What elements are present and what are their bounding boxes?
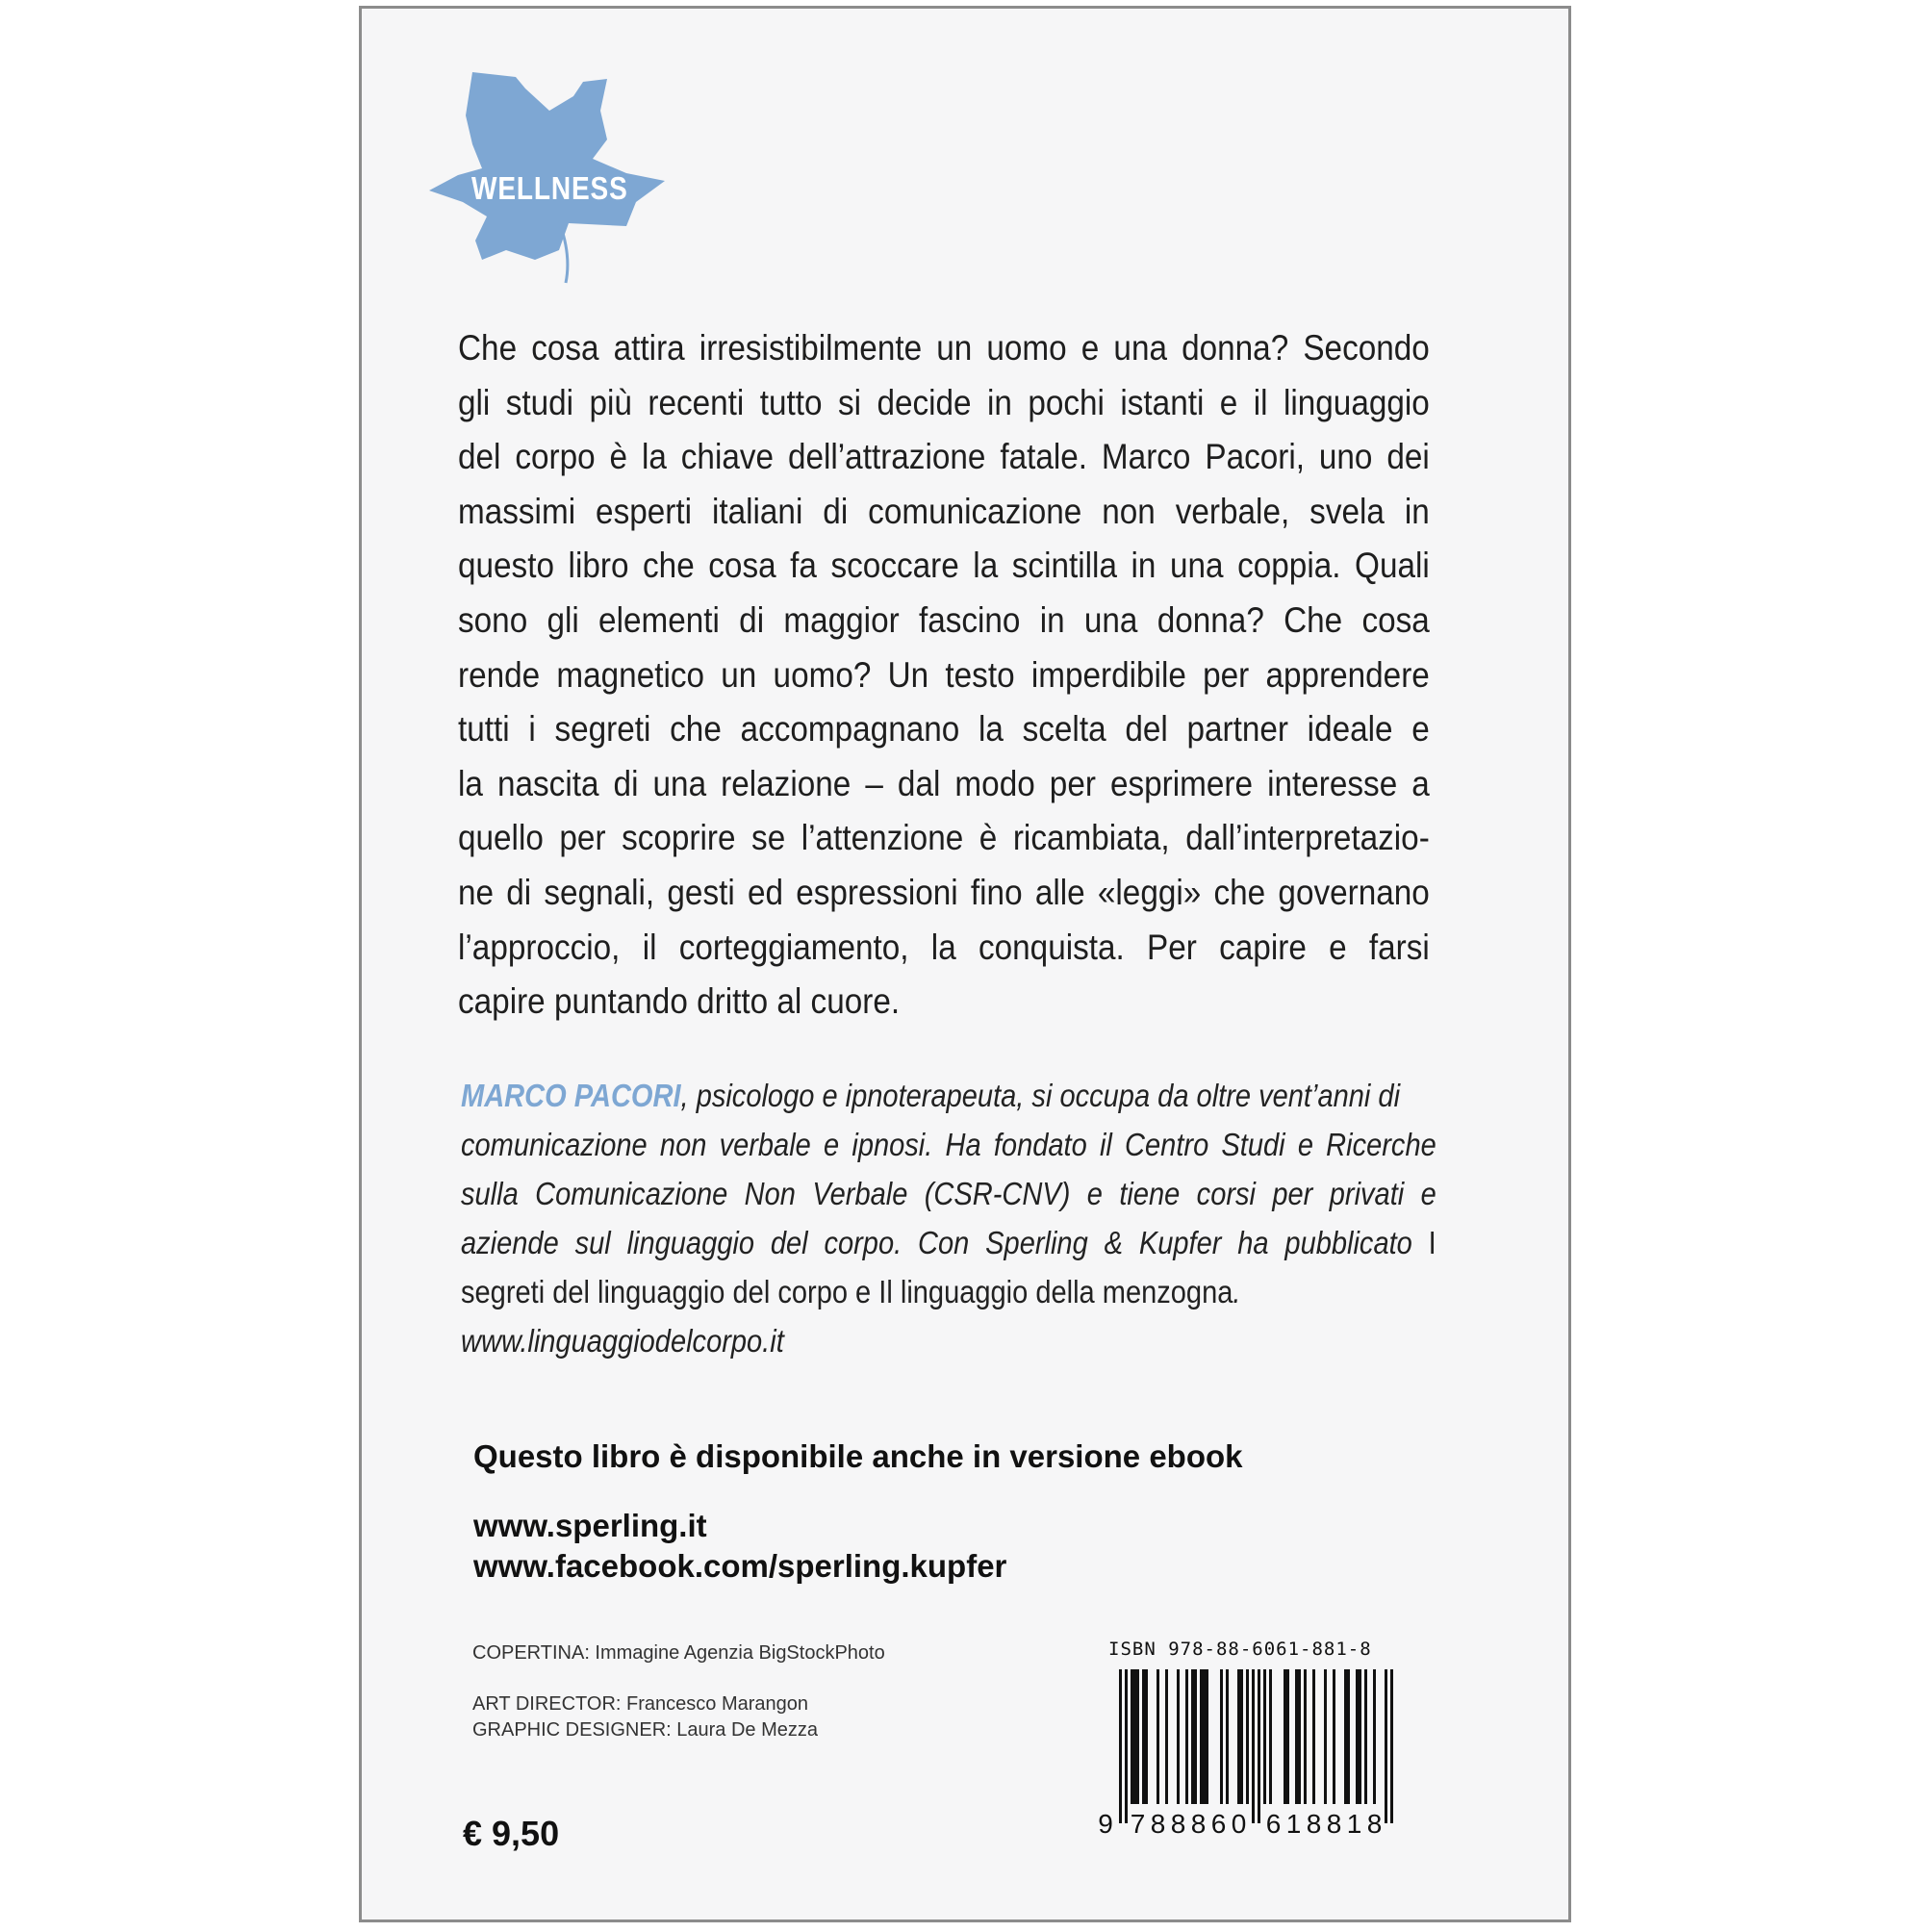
barcode-bar [1269,1669,1272,1804]
barcode-bar [1133,1669,1136,1804]
barcode-bar [1364,1669,1367,1804]
barcode-bar [1304,1669,1307,1804]
barcode-digit: 9 [1098,1809,1113,1839]
blurb-line: capire puntando dritto al cuore. [458,981,901,1022]
bio-period: . [1233,1274,1241,1309]
barcode-bar [1131,1669,1133,1804]
barcode-bar [1359,1669,1361,1804]
blurb-line: rende magnetico un uomo? Un testo imperdibile per apprendere [458,654,1430,695]
wellness-label: WELLNESS [471,170,628,206]
barcode-digit: 6 [1265,1809,1282,1839]
barcode-bar [1206,1669,1208,1804]
barcode-bar [1145,1669,1148,1804]
barcode-bar [1220,1669,1223,1804]
barcode-bar [1258,1669,1260,1823]
bio-line: sulla Comunicazione Non Verbale (CSR-CNV) e tiene corsi per privati e [461,1176,1436,1211]
cover-credit: COPERTINA: Immagine Agenzia BigStockPhoto [472,1642,885,1664]
barcode-bar [1333,1669,1335,1804]
barcode-bar [1200,1669,1203,1804]
barcode-bar [1165,1669,1168,1804]
barcode-digit: 7 [1130,1809,1146,1839]
barcode-bar [1252,1669,1255,1823]
barcode-bar [1284,1669,1286,1804]
author-website-link[interactable]: www.linguaggiodelcorpo.it [461,1323,784,1359]
barcode-digit: 8 [1326,1809,1342,1839]
barcode-digit: 8 [1366,1809,1383,1839]
blurb-line: l’approccio, il corteggiamento, la conquista. Per capire e farsi [458,927,1430,967]
barcode-bar [1295,1669,1298,1804]
facebook-link[interactable]: www.facebook.com/sperling.kupfer [473,1548,1007,1584]
author-name: MARCO PACORI [461,1078,681,1113]
barcode-digit: 0 [1231,1809,1247,1839]
blurb-line: la nascita di una relazione – dal modo per esprimere interesse a [458,763,1430,803]
barcode-bar [1157,1669,1159,1804]
blurb-line: ne di segnali, gesti ed espressioni fino alle «leggi» che governano [458,872,1430,912]
blurb-line: quello per scoprire se l’attenzione è ricambiata, dall’interpretazio- [458,818,1430,858]
author-bio [461,1071,1436,1365]
barcode-bar [1194,1669,1197,1804]
barcode-digit: 1 [1285,1809,1302,1839]
blurb-line: del corpo è la chiave dell’attrazione fatale. Marco Pacori, uno dei [458,437,1430,477]
barcode-bar [1119,1669,1122,1823]
price: € 9,50 [463,1814,560,1853]
isbn: ISBN 978-88-6061-881-8 [1108,1639,1372,1660]
book-titles: segreti del linguaggio del corpo e Il linguaggio della menzogna [461,1274,1233,1309]
barcode-bar [1390,1669,1393,1823]
blurb-line: questo libro che cosa fa scoccare la scintilla in una coppia. Quali [458,546,1430,586]
barcode-digit: 8 [1150,1809,1166,1839]
barcode-bar [1203,1669,1206,1804]
blurb-line: tutti i segreti che accompagnano la scelta del partner ideale e [458,709,1430,750]
publisher-website-link[interactable]: www.sperling.it [473,1508,707,1543]
barcode-bar [1344,1669,1347,1804]
barcode [1098,1667,1410,1841]
bio-line: , psicologo e ipnoterapeuta, si occupa da oltre vent’anni di [680,1078,1401,1113]
barcode-bar [1263,1669,1266,1804]
barcode-bar [1312,1669,1315,1804]
art-director-credit: ART DIRECTOR: Francesco Marangon [472,1693,809,1715]
blurb-line: Che cosa attira irresistibilmente un uomo e una donna? Secondo [458,328,1430,368]
barcode-bar [1385,1669,1387,1823]
barcode-bar [1298,1669,1301,1804]
barcode-bar [1347,1669,1350,1804]
barcode-digit: 8 [1306,1809,1322,1839]
publisher-links [473,1506,1006,1587]
bio-line: aziende sul linguaggio del corpo. Con Sperling & Kupfer ha pubblicato [461,1225,1412,1260]
barcode-bar [1286,1669,1289,1804]
barcode-bar [1191,1669,1194,1804]
blurb-text [458,321,1430,1030]
blurb-line: sono gli elementi di maggior fascino in una donna? Che cosa [458,599,1430,640]
book-title: I [1411,1225,1436,1260]
barcode-bar [1142,1669,1145,1804]
blurb-line: massimi esperti italiani di comunicazione non verbale, svela in [458,491,1430,531]
barcode-digit: 8 [1170,1809,1186,1839]
barcode-bar [1125,1669,1128,1823]
barcode-bar [1177,1669,1180,1804]
barcode-bar [1136,1669,1139,1804]
barcode-digit: 8 [1190,1809,1207,1839]
barcode-bar [1226,1669,1229,1804]
barcode-bar [1246,1669,1249,1804]
barcode-digit: 6 [1210,1809,1227,1839]
barcode-bar [1237,1669,1240,1804]
ebook-note: Questo libro è disponibile anche in versione ebook [473,1438,1243,1474]
barcode-bar [1324,1669,1327,1804]
barcode-bar [1185,1669,1188,1804]
barcode-bar [1240,1669,1243,1804]
bio-line: comunicazione non verbale e ipnosi. Ha fondato il Centro Studi e Ricerche [461,1127,1436,1162]
barcode-bar [1356,1669,1359,1804]
graphic-designer-credit: GRAPHIC DESIGNER: Laura De Mezza [472,1719,818,1741]
barcode-bar [1373,1669,1376,1804]
barcode-digit: 1 [1346,1809,1362,1839]
blurb-line: gli studi più recenti tutto si decide in pochi istanti e il linguaggio [458,382,1430,422]
